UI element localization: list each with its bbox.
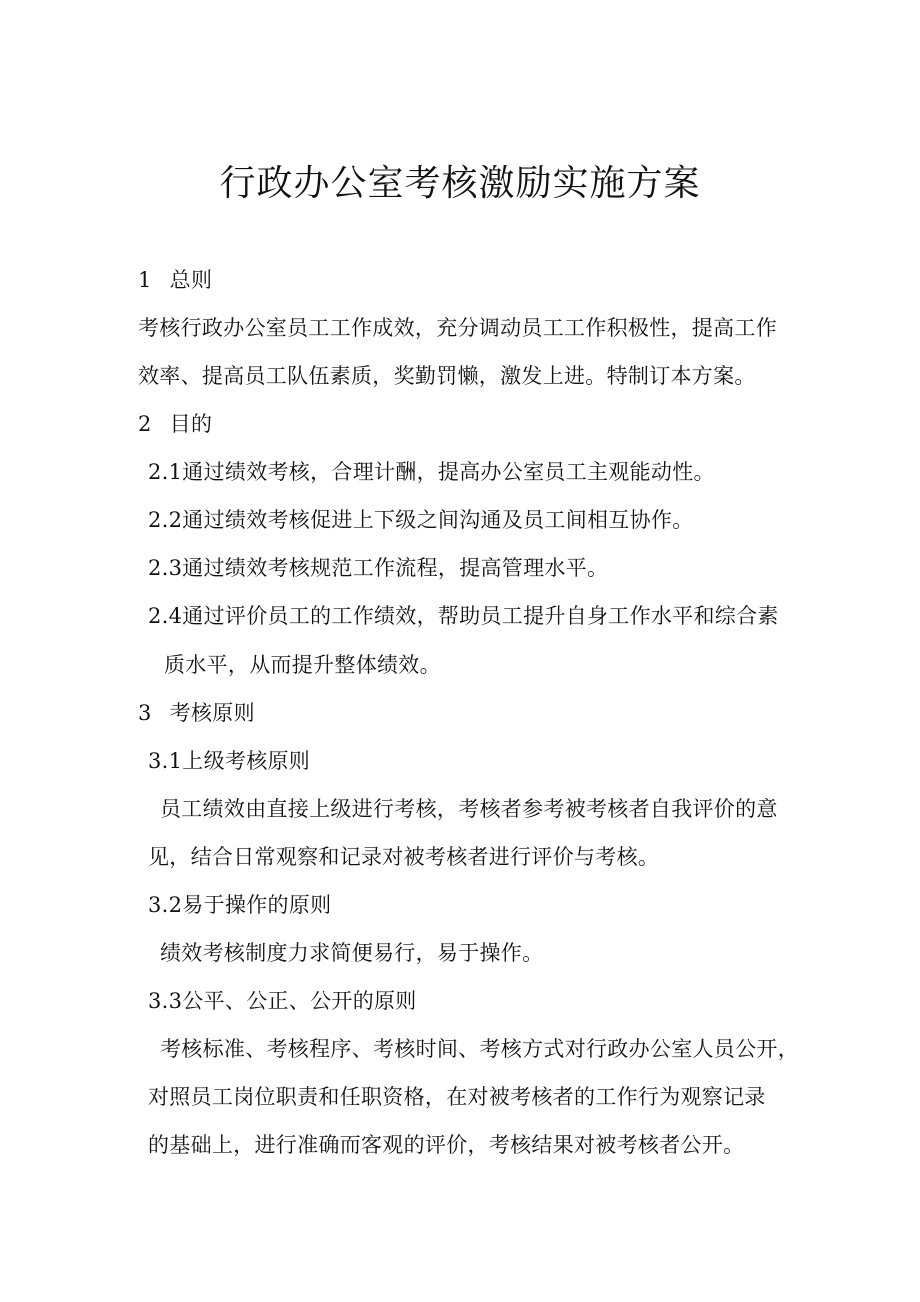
section-3-heading <box>138 698 255 728</box>
section-3-number: 3 <box>138 701 152 725</box>
section-3-2-line-1: 绩效考核制度力求简便易行，易于操作。 <box>160 941 544 965</box>
section-3-3-line-1: 考核标准、考核程序、考核时间、考核方式对行政办公室人员公开， <box>160 1037 799 1061</box>
section-2-number: 2 <box>138 412 152 436</box>
section-1-paragraph-line-1: 考核行政办公室员工工作成效，充分调动员工工作积极性，提高工作 <box>138 316 777 340</box>
section-1-heading <box>138 265 212 295</box>
section-2-item-3: 2.3通过绩效考核规范工作流程，提高管理水平。 <box>148 556 609 580</box>
section-3-1-heading: 3.1上级考核原则 <box>148 749 311 773</box>
section-3-title: 考核原则 <box>169 701 255 725</box>
section-3-3-line-2: 对照员工岗位职责和任职资格，在对被考核者的工作行为观察记录 <box>148 1085 766 1109</box>
section-2-title: 目的 <box>169 412 213 436</box>
section-2-item-2: 2.2通过绩效考核促进上下级之间沟通及员工间相互协作。 <box>148 508 694 532</box>
section-1-title: 总则 <box>169 268 213 292</box>
section-2-item-4-line-2: 质水平，从而提升整体绩效。 <box>164 653 441 677</box>
section-3-1-line-1: 员工绩效由直接上级进行考核，考核者参考被考核者自我评价的意 <box>160 797 778 821</box>
section-3-1-line-2: 见，结合日常观察和记录对被考核者进行评价与考核。 <box>148 845 660 869</box>
section-2-item-1: 2.1通过绩效考核，合理计酬，提高办公室员工主观能动性。 <box>148 460 715 484</box>
section-1-paragraph-line-2: 效率、提高员工队伍素质，奖勤罚懒，激发上进。特制订本方案。 <box>138 364 756 388</box>
section-3-2-heading: 3.2易于操作的原则 <box>148 893 332 917</box>
section-2-item-4-line-1: 2.4通过评价员工的工作绩效，帮助员工提升自身工作水平和综合素 <box>148 604 779 628</box>
section-1-number: 1 <box>138 268 152 292</box>
section-3-3-line-3: 的基础上，进行准确而客观的评价，考核结果对被考核者公开。 <box>148 1133 745 1157</box>
section-3-3-heading: 3.3公平、公正、公开的原则 <box>148 989 417 1013</box>
document-title: 行政办公室考核激励实施方案 <box>219 163 701 204</box>
section-2-heading <box>138 409 212 439</box>
